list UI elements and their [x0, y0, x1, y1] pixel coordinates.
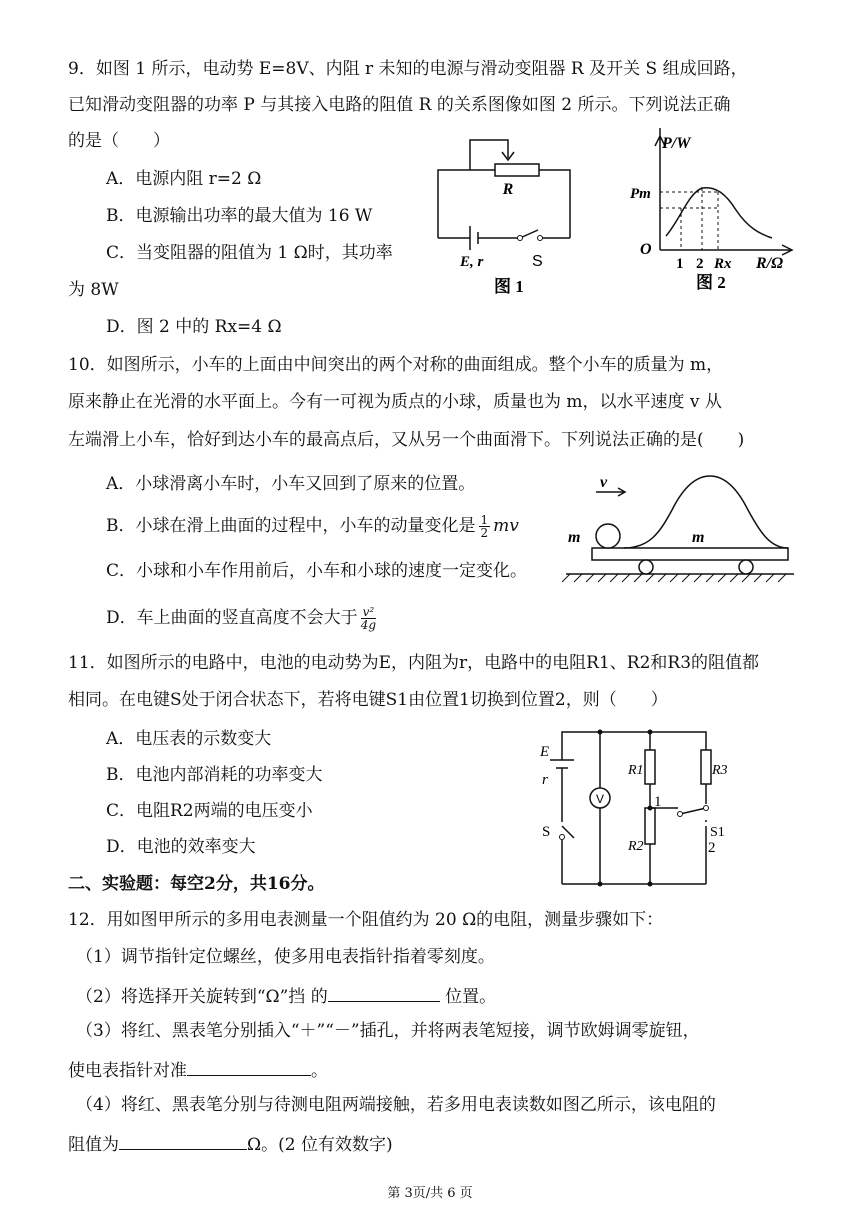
q11-fig-v: V: [596, 792, 605, 806]
q10-fig-label-v: v: [600, 474, 608, 491]
q10-figure-cart: [560, 470, 800, 584]
q11-fig-pos2: 2: [708, 840, 716, 856]
q10-option-b-mv: mv: [493, 516, 519, 536]
q9-fig1-caption: 图 1: [494, 277, 524, 296]
q9-fig2-tickrx: Rx: [714, 256, 732, 272]
q10-fig-label-car-m: m: [692, 529, 705, 546]
q12-step2-suffix: 位置。: [439, 987, 497, 1007]
q10-option-d-fraction: [361, 606, 377, 631]
q12-step3-line2: [68, 1057, 328, 1082]
q10-option-d-numerator: v²: [362, 605, 375, 619]
q10-option-b-text: B．小球在滑上曲面的过程中，小车的动量变化是: [106, 516, 476, 536]
q12-blank-range[interactable]: [328, 983, 440, 1002]
q9-stem-line2: 已知滑动变阻器的功率 P 与其接入电路的阻值 R 的关系图像如图 2 所示。下列说法正确: [68, 95, 731, 115]
q9-figure1-circuit: [430, 130, 580, 300]
q12-step2: [76, 983, 496, 1008]
q10-option-d-text: D．车上曲面的竖直高度不会大于: [106, 608, 358, 628]
q11-stem-line2: 相同。在电键S处于闭合状态下，若将电键S1由位置1切换到位置2，则（ ）: [68, 690, 668, 710]
q9-option-c-line2: 为 8W: [68, 280, 119, 300]
q9-option-a: A．电源内阻 r=2 Ω: [106, 169, 262, 189]
q11-fig-r1: R1: [628, 763, 644, 778]
q11-stem-line1: 11．如图所示的电路中，电池的电动势为E，内阻为r，电路中的电阻R1、R2和R3的阻值都: [68, 653, 760, 673]
q9-stem-line1: 9．如图 1 所示，电动势 E=8V、内阻 r 未知的电源与滑动变阻器 R 及开关 S 组成回路，: [68, 59, 748, 79]
q11-option-a: A．电压表的示数变大: [106, 729, 272, 749]
q11-option-c: C．电阻R2两端的电压变小: [106, 801, 313, 821]
q12-step3-line1: （3）将红、黑表笔分别插入“＋”“－”插孔，并将两表笔短接，调节欧姆调零旋钮，: [76, 1021, 700, 1041]
q9-fig2-ylabel: P/W: [662, 135, 691, 152]
q10-option-d-denominator: 4g: [360, 618, 377, 632]
q12-blank-pointer[interactable]: [187, 1057, 311, 1076]
q10-option-b-numerator: 1: [480, 513, 489, 527]
q9-fig2-tick1: 1: [676, 256, 684, 272]
q12-step3-suffix: 。: [311, 1061, 328, 1081]
q10-wheel-left: [639, 560, 653, 574]
q10-option-b-fraction: [479, 514, 491, 539]
q11-fig-s1: S1: [710, 825, 725, 840]
q9-fig2-pm: Pm: [630, 186, 651, 202]
q10-option-c: C．小球和小车作用前后，小车和小球的速度一定变化。: [106, 561, 528, 581]
q9-fig1-label-r: R: [502, 181, 514, 198]
q10-stem-line2: 原来静止在光滑的水平面上。今有一可视为质点的小球，质量也为 m，以水平速度 v 从: [68, 392, 722, 412]
q12-step2-text: （2）将选择开关旋转到“Ω”挡 的: [76, 987, 328, 1007]
q12-step4-line1: （4）将红、黑表笔分别与待测电阻两端接触，若多用电表读数如图乙所示，该电阻的: [76, 1095, 716, 1115]
q9-fig2-tick2: 2: [696, 256, 704, 272]
q10-fig-label-ball-m: m: [568, 529, 581, 546]
q10-option-d: [106, 606, 379, 631]
q10-wheel-right: [739, 560, 753, 574]
q12-step4-text: 阻值为: [68, 1135, 119, 1155]
q10-stem-line3: 左端滑上小车，恰好到达小车的最高点后，又从另一个曲面滑下。下列说法正确的是( ): [68, 430, 745, 450]
q11-fig-r2: R2: [628, 839, 644, 854]
q11-figure-circuit: [530, 722, 730, 890]
section-experiment-heading: 二、实验题：每空2分，共16分。: [68, 874, 325, 894]
q12-step4-line2: [68, 1131, 393, 1156]
q9-figure2-graph: [626, 128, 806, 300]
q9-option-d: D．图 2 中的 Rx=4 Ω: [106, 317, 282, 337]
q12-step4-suffix: Ω。(2 位有效数字): [247, 1135, 393, 1155]
q9-option-c-line1: C．当变阻器的阻值为 1 Ω时，其功率: [106, 243, 393, 263]
q11-fig-r: r: [542, 772, 548, 788]
q11-fig-r3: R3: [712, 763, 728, 778]
q10-option-b-denominator: 2: [480, 526, 489, 540]
q10-stem-line1: 10．如图所示，小车的上面由中间突出的两个对称的曲面组成。整个小车的质量为 m，: [68, 355, 724, 375]
q12-blank-resistance[interactable]: [119, 1131, 247, 1150]
q9-fig1-label-er: E, r: [460, 254, 484, 270]
q11-fig-s: S: [542, 824, 551, 840]
q9-stem-line3: 的是（ ）: [68, 131, 170, 151]
q10-ball: [596, 524, 620, 548]
page-footer: 第 3页/共 6 页: [387, 1186, 473, 1201]
q9-option-b: B．电源输出功率的最大值为 16 W: [106, 206, 373, 226]
q12-step1: （1）调节指针定位螺丝，使多用电表指针指着零刻度。: [76, 947, 495, 967]
q12-step3-text: 使电表指针对准: [68, 1061, 187, 1081]
q10-option-a: A．小球滑离小车时，小车又回到了原来的位置。: [106, 474, 476, 494]
q11-option-d: D．电池的效率变大: [106, 837, 256, 857]
q9-fig2-origin: O: [640, 241, 652, 258]
q10-option-b: [106, 514, 519, 539]
q9-fig1-label-s: S: [532, 253, 543, 270]
q11-option-b: B．电池内部消耗的功率变大: [106, 765, 323, 785]
q9-fig2-xlabel: R/Ω: [756, 255, 784, 272]
q11-fig-pos1: 1: [654, 794, 662, 810]
q11-fig-e: E: [540, 744, 550, 760]
q9-fig2-caption: 图 2: [696, 273, 726, 292]
q12-stem: 12．用如图甲所示的多用电表测量一个阻值约为 20 Ω的电阻，测量步骤如下：: [68, 910, 664, 930]
